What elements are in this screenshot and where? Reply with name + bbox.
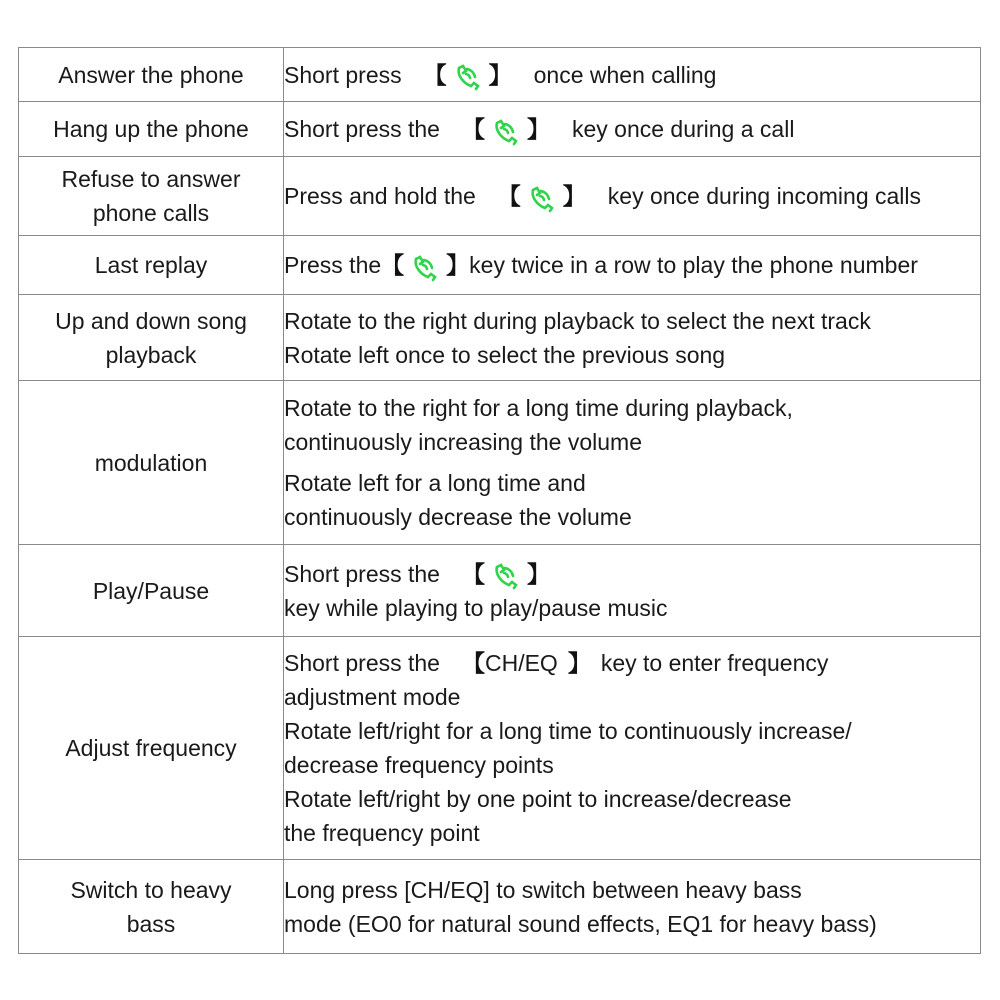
description-line: adjustment mode: [284, 684, 461, 710]
description-line: Rotate left for a long time and: [284, 470, 586, 496]
function-label: Switch to heavy: [70, 876, 232, 903]
description-line: Short press the 【CH/EQ 】 key to enter frequency: [284, 650, 829, 676]
description-line: Press the【 】key twice in a row to play the phone number: [284, 248, 980, 282]
function-cell: [19, 157, 284, 236]
description-cell: [284, 157, 981, 236]
description-cell: [284, 102, 981, 157]
function-label: phone calls: [92, 200, 210, 226]
description-line: Rotate to the right for a long time during playback,: [284, 395, 793, 421]
phone-key-icon: [491, 116, 521, 146]
description-line: Rotate left once to select the previous song: [284, 341, 726, 368]
description-line: Short press 【 】 once when calling: [284, 58, 980, 92]
function-label: Adjust frequency: [65, 735, 237, 761]
function-label: modulation: [94, 449, 208, 476]
table-row: [19, 157, 981, 236]
table-row: [19, 545, 981, 637]
function-label: Up and down song: [55, 307, 247, 334]
function-label: Answer the phone: [58, 61, 244, 88]
description-cell: [284, 48, 981, 102]
function-label: playback: [105, 341, 197, 368]
function-label: Last replay: [94, 252, 208, 278]
description-cell: [284, 860, 981, 954]
function-label: Play/Pause: [92, 577, 210, 604]
table-row: [19, 295, 981, 381]
function-cell: [19, 48, 284, 102]
description-cell: [284, 295, 981, 381]
description-line: key while playing to play/pause music: [284, 594, 668, 621]
function-table: [18, 47, 981, 954]
description-line: Rotate left/right for a long time to continuously increase/: [284, 718, 852, 744]
description-cell: [284, 545, 981, 637]
function-cell: [19, 637, 284, 860]
description-line: Short press the 【 】: [284, 557, 980, 591]
table-row: [19, 637, 981, 860]
table-row: [19, 102, 981, 157]
function-cell: [19, 860, 284, 954]
function-label: bass: [126, 910, 176, 937]
function-label: Hang up the phone: [53, 116, 249, 142]
table-row: [19, 381, 981, 545]
description-line: Rotate left/right by one point to increase/decrease: [284, 786, 792, 812]
function-cell: [19, 102, 284, 157]
description-cell: [284, 236, 981, 295]
table-row: [19, 48, 981, 102]
description-line: decrease frequency points: [284, 752, 554, 778]
function-cell: [19, 236, 284, 295]
description-line: Long press [CH/EQ] to switch between heavy bass: [284, 876, 802, 903]
phone-key-icon: [527, 183, 557, 213]
function-label: Refuse to answer: [61, 166, 241, 192]
phone-key-icon: [410, 252, 440, 282]
function-cell: [19, 381, 284, 545]
ch-eq-key-label: CH/EQ: [484, 650, 558, 676]
table-row: [19, 860, 981, 954]
description-line: continuously increasing the volume: [284, 429, 642, 455]
description-line: Press and hold the 【 】 key once during incoming calls: [284, 179, 980, 213]
description-cell: [284, 381, 981, 545]
description-line: Short press the 【 】 key once during a call: [284, 112, 980, 146]
description-line: the frequency point: [284, 820, 480, 846]
description-line: continuously decrease the volume: [284, 504, 632, 530]
function-cell: [19, 295, 284, 381]
description-line: mode (EO0 for natural sound effects, EQ1 for heavy bass): [284, 910, 877, 937]
phone-key-icon: [453, 61, 483, 91]
function-cell: [19, 545, 284, 637]
description-cell: [284, 637, 981, 860]
description-line: Rotate to the right during playback to select the next track: [284, 307, 871, 334]
phone-key-icon: [491, 560, 521, 590]
table-row: [19, 236, 981, 295]
